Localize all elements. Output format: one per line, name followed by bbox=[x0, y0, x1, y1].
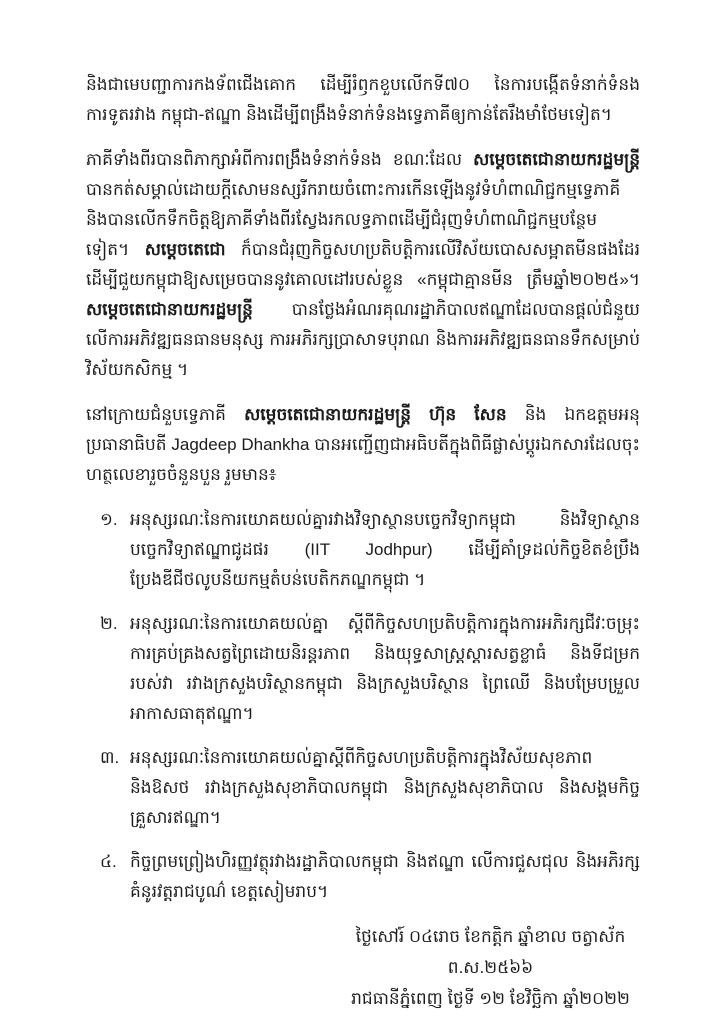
list-item-1-number: ១. bbox=[100, 510, 118, 529]
paragraph-1 bbox=[86, 70, 640, 130]
list-item-2-text: អនុស្សរណៈនៃការយោគយល់គ្នា ស្តីពីកិច្ចសហប្រតិបត្តិការក្នុងការអភិរក្សជីវៈចម្រុះ ការគ្រប់គ្រងសត្វព្រៃដោយនិរន្តរភាព និងយុទ្ធសាស្ត្រស្តារសត្វខ្លាធំ និងទីជម្រករបស់វា រវាងក្រសួងបរិស្ថានកម្ពុជា និងក្រសួងបរិស្ថាន ព្រៃឈើ និងបម្រែបម្រួលអាកាសធាតុឥណ្ឌា។ bbox=[130, 614, 640, 723]
pm-title-bold-2: សម្តេចតេជោនាយករដ្ឋមន្ត្រី bbox=[86, 300, 253, 319]
paragraph-2 bbox=[86, 145, 640, 385]
list-item-2 bbox=[100, 609, 640, 729]
paragraph-2-run-2: បានកត់សម្គាល់ដោយក្តីសោមនស្សរីករាយចំពោះការកើនឡើងនូវទំហំពាណិជ្ជកម្មទ្វេភាគី និងបានលើកទឹកចិត្តឱ្យភាគីទាំងពីរស្វែងរកលទ្ធភាពដើម្បីជំរុញទំហំពាណិជ្ជកម្មបន្ថែមទៀត។ bbox=[86, 180, 621, 259]
paragraph-1-text: និងជាមេបញ្ជាការកងទ័ពជើងគោក ដើម្បីរំឭកខួបលើកទី៧០ នៃការបង្កើតទំនាក់ទំនងការទូតរវាង កម្ពុជា-ឥណ្ឌា និងដើម្បីពង្រឹងទំនាក់ទំនងទ្វេភាគីឲ្យកាន់តែរឹងមាំថែមទៀត។ bbox=[86, 75, 640, 124]
paragraph-2-run-3: ក៏បានជំរុញកិច្ចសហប្រតិបត្តិការលើវិស័យបោសសម្អាតមីនផងដែរ ដើម្បីជួយកម្ពុជាឱ្យសម្រេចបាននូវគោលដៅរបស់ខ្លួន «កម្ពុជាគ្មានមីន ត្រឹមឆ្នាំ២០២៥»។ bbox=[86, 240, 640, 289]
samdech-techo-bold: សម្តេចតេជោ bbox=[144, 240, 226, 259]
dateline-lunar-date: ថ្ងៃសៅរ៍ ០៤រោច ខែកត្តិក ឆ្នាំខាល ចត្វាស័ក ព.ស.២៥៦៦ bbox=[355, 927, 626, 977]
paragraph-3 bbox=[86, 400, 640, 490]
list-item-4-number: ៤. bbox=[100, 852, 117, 871]
list-item-4 bbox=[100, 847, 640, 907]
dateline-city-date: រាជធានីភ្នំពេញ ថ្ងៃទី ១២ ខែវិច្ឆិកា ឆ្នាំ២០២២ bbox=[351, 989, 630, 1008]
pm-name-bold: សម្តេចតេជោនាយករដ្ឋមន្ត្រី ហ៊ុន សែន bbox=[244, 405, 507, 424]
pm-title-bold: សម្តេចតេជោនាយករដ្ឋមន្ត្រី bbox=[473, 150, 640, 169]
list-item-2-number: ២. bbox=[100, 614, 118, 633]
list-item-4-text: កិច្ចព្រមព្រៀងហិរញ្ញវត្ថុរវាងរដ្ឋាភិបាលកម្ពុជា និងឥណ្ឌា លើការជួសជុល និងអភិរក្សគំនូរវត្តរាជបូណ៌ ខេត្តសៀមរាប។ bbox=[130, 852, 640, 901]
list-item-3-number: ៣. bbox=[100, 748, 120, 767]
paragraph-2-run-1: ភាគីទាំងពីរបានពិភាក្សាអំពីការពង្រឹងទំនាក់ទំនង ខណៈដែល bbox=[86, 150, 474, 169]
list-item-3-text: អនុស្សរណៈនៃការយោគយល់គ្នាស្តីពីកិច្ចសហប្រតិបត្តិការក្នុងវិស័យសុខភាព និងឱសថ រវាងក្រសួងសុខាភិបាលកម្ពុជា និងក្រសួងសុខាភិបាល និងសង្គមកិច្ចគ្រួសារឥណ្ឌា។ bbox=[130, 748, 640, 827]
dateline-block bbox=[341, 921, 640, 1014]
paragraph-3-run-2: និង ឯកឧត្តមអនុប្រធានាធិបតី Jagdeep Dhankha បានអញ្ជើញជាអធិបតីក្នុងពិធីផ្លាស់ប្តូរឯកសារដែលចុះហត្ថលេខារួចចំនួនបួន រួមមាន៖ bbox=[86, 405, 640, 484]
list-item-1 bbox=[100, 505, 640, 595]
paragraph-2-run-4: បានថ្លែងអំណរគុណរដ្ឋាភិបាលឥណ្ឌាដែលបានផ្តល់ជំនួយលើការអភិវឌ្ឍធនធានមនុស្ស ការអភិរក្សប្រាសាទបុរាណ និងការអភិវឌ្ឍធនធានទឹកសម្រាប់វិស័យកសិកម្ម ។ bbox=[86, 300, 640, 379]
list-item-3 bbox=[100, 743, 640, 833]
list-item-1-text: អនុស្សរណៈនៃការយោគយល់គ្នារវាងវិទ្យាស្ថានបច្ចេកវិទ្យាកម្ពុជា និងវិទ្យាស្ថានបច្ចេកវិទ្យាឥណ្ឌាជូដផរ (IIT Jodhpur) ដើម្បីគាំទ្រដល់កិច្ចខិតខំប្រឹងប្រែងឌីជីថលូបនីយកម្មតំបន់បេតិកភណ្ឌកម្ពុជា ។ bbox=[130, 510, 640, 589]
agreement-list bbox=[100, 505, 640, 907]
paragraph-3-run-1: នៅក្រោយជំនួបទ្វេភាគី bbox=[86, 405, 245, 424]
